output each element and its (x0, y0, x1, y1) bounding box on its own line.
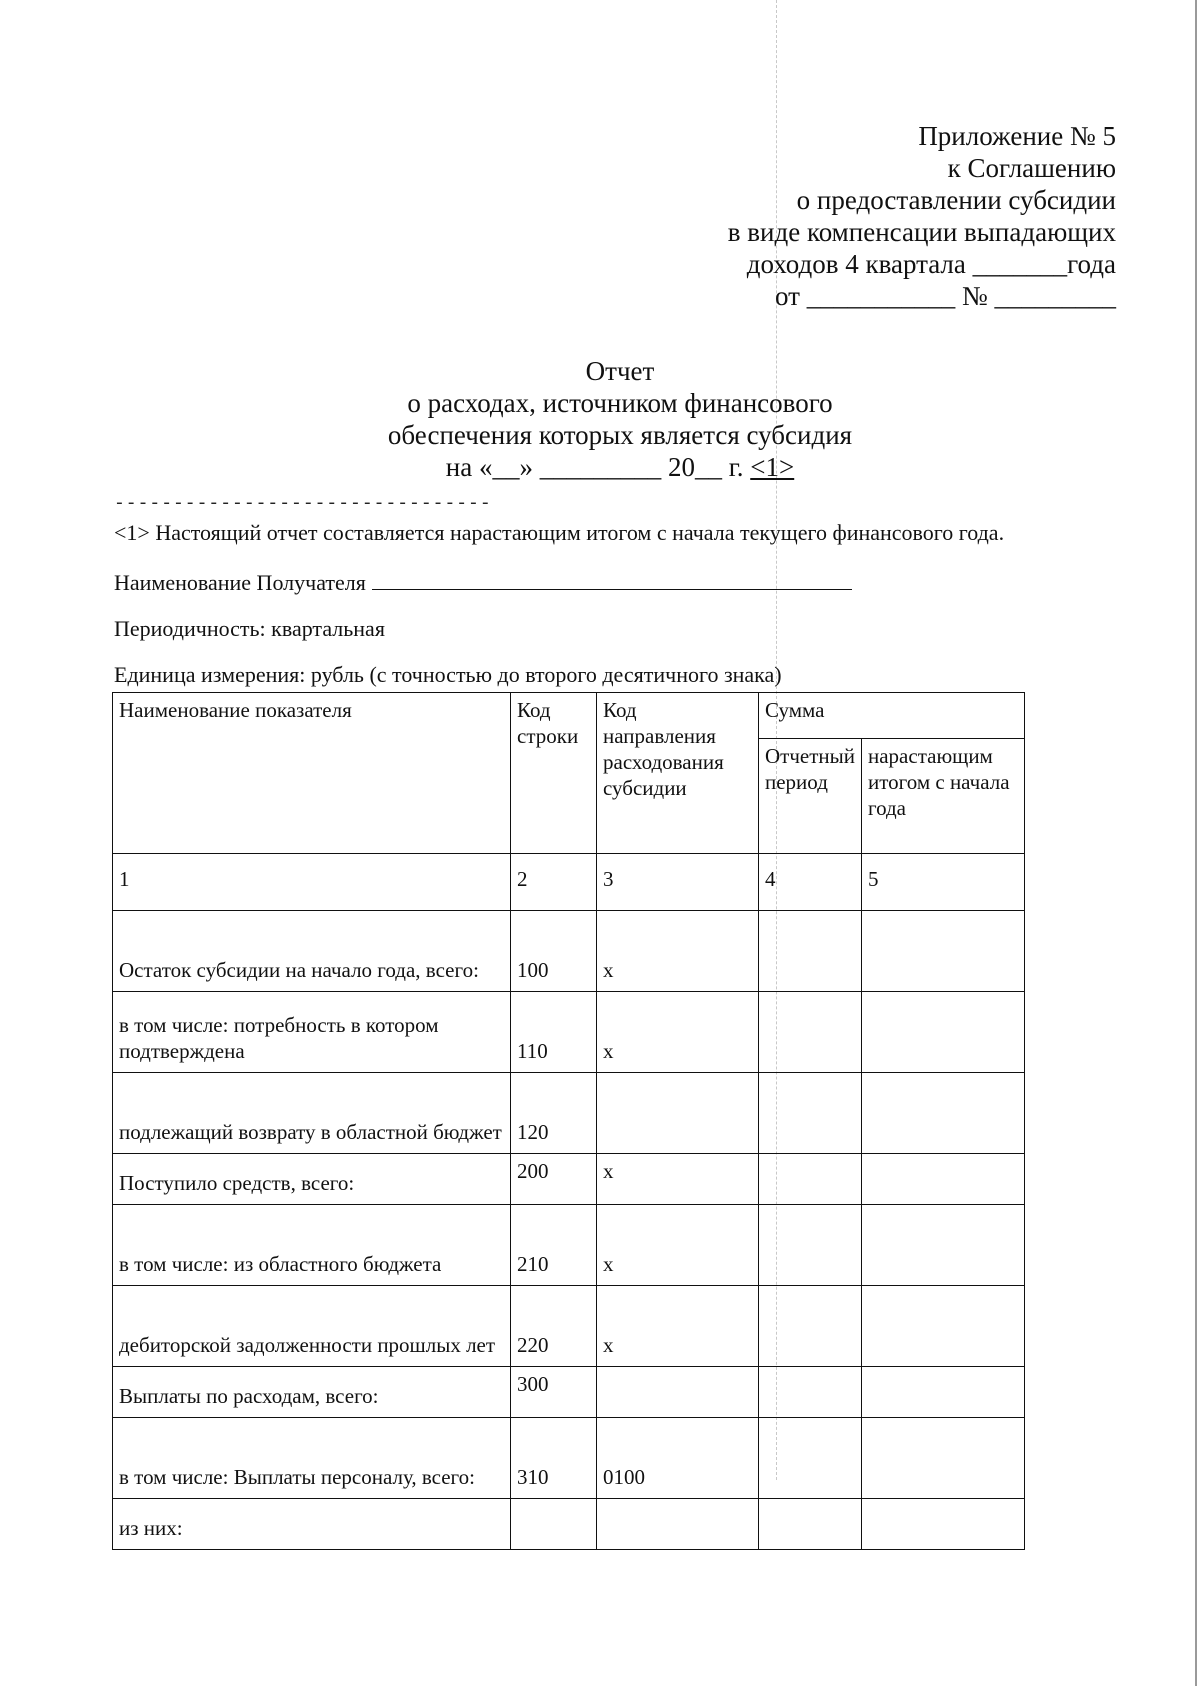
appendix-line: от ___________ № _________ (775, 281, 1116, 311)
row-cumulative-value (862, 1367, 1025, 1418)
row-cumulative-value (862, 1499, 1025, 1550)
row-name: в том числе: Выплаты персоналу, всего: (113, 1418, 511, 1499)
recipient-label: Наименование Получателя (114, 570, 366, 595)
appendix-header (728, 120, 1116, 312)
title-line: о расходах, источником финансового (407, 388, 833, 418)
row-direction: x (597, 1286, 759, 1367)
row-direction: x (597, 1205, 759, 1286)
header-code: Код строки (511, 693, 597, 854)
recipient-blank-line (372, 571, 852, 590)
row-code: 310 (511, 1418, 597, 1499)
title-date-line (0, 451, 1200, 483)
recipient-field (114, 570, 852, 596)
row-code: 220 (511, 1286, 597, 1367)
row-cumulative-value (862, 1418, 1025, 1499)
row-cumulative-value (862, 1154, 1025, 1205)
header-cumulative: нарастающим итогом с начала года (862, 738, 1025, 853)
column-number: 4 (759, 854, 862, 911)
footnote-separator: -------------------------------- (114, 494, 492, 514)
row-name: дебиторской задолженности прошлых лет (113, 1286, 511, 1367)
row-period-value (759, 992, 862, 1073)
row-cumulative-value (862, 1073, 1025, 1154)
row-period-value (759, 1499, 862, 1550)
row-name: Поступило средств, всего: (113, 1154, 511, 1205)
row-direction: x (597, 911, 759, 992)
table-row (113, 1205, 1025, 1286)
row-name: в том числе: потребность в котором подтверждена (113, 992, 511, 1073)
row-name: Остаток субсидии на начало года, всего: (113, 911, 511, 992)
row-period-value (759, 911, 862, 992)
row-direction: 0100 (597, 1418, 759, 1499)
column-number: 1 (113, 854, 511, 911)
unit-of-measure: Единица измерения: рубль (с точностью до второго десятичного знака) (114, 662, 782, 687)
table-row (113, 911, 1025, 992)
row-cumulative-value (862, 911, 1025, 992)
row-cumulative-value (862, 1286, 1025, 1367)
column-number: 2 (511, 854, 597, 911)
row-period-value (759, 1286, 862, 1367)
row-cumulative-value (862, 1205, 1025, 1286)
footnote-ref-link[interactable]: <1> (750, 452, 795, 482)
row-direction: x (597, 1154, 759, 1205)
column-number: 3 (597, 854, 759, 911)
row-code: 300 (511, 1367, 597, 1418)
row-cumulative-value (862, 992, 1025, 1073)
title-date: на «__» _________ 20__ г. (445, 452, 751, 482)
row-code: 110 (511, 992, 597, 1073)
table-row (113, 1367, 1025, 1418)
column-number: 5 (862, 854, 1025, 911)
header-sum: Сумма (759, 693, 1025, 739)
page-border (1195, 0, 1197, 1686)
row-code: 100 (511, 911, 597, 992)
appendix-line: доходов 4 квартала _______года (746, 249, 1116, 279)
report-table (112, 692, 1025, 1550)
row-name: в том числе: из областного бюджета (113, 1205, 511, 1286)
row-name: из них: (113, 1499, 511, 1550)
appendix-line: Приложение № 5 (918, 121, 1116, 151)
row-period-value (759, 1418, 862, 1499)
row-period-value (759, 1154, 862, 1205)
header-name: Наименование показателя (113, 693, 511, 854)
table-row (113, 992, 1025, 1073)
row-code (511, 1499, 597, 1550)
table-row (113, 1418, 1025, 1499)
periodicity: Периодичность: квартальная (114, 616, 385, 641)
row-name: подлежащий возврату в областной бюджет (113, 1073, 511, 1154)
row-direction: x (597, 992, 759, 1073)
table-row (113, 1073, 1025, 1154)
table-row (113, 1286, 1025, 1367)
row-code: 210 (511, 1205, 597, 1286)
appendix-line: о предоставлении субсидии (796, 185, 1116, 215)
footnote-text: <1> Настоящий отчет составляется нарастающим итогом с начала текущего финансового года. (114, 520, 1005, 545)
row-code: 120 (511, 1073, 597, 1154)
row-direction (597, 1073, 759, 1154)
row-period-value (759, 1205, 862, 1286)
report-title (0, 355, 1200, 483)
row-direction (597, 1367, 759, 1418)
header-period: Отчетный период (759, 738, 862, 853)
row-period-value (759, 1367, 862, 1418)
row-name: Выплаты по расходам, всего: (113, 1367, 511, 1418)
column-number-row (113, 854, 1025, 911)
row-period-value (759, 1073, 862, 1154)
appendix-line: к Соглашению (947, 153, 1116, 183)
title-line: обеспечения которых является субсидия (387, 420, 853, 450)
table-row (113, 1154, 1025, 1205)
title-line: Отчет (585, 356, 655, 386)
row-code: 200 (511, 1154, 597, 1205)
header-direction: Код направления расходования субсидии (597, 693, 759, 854)
table-row (113, 1499, 1025, 1550)
appendix-line: в виде компенсации выпадающих (727, 217, 1116, 247)
row-direction (597, 1499, 759, 1550)
